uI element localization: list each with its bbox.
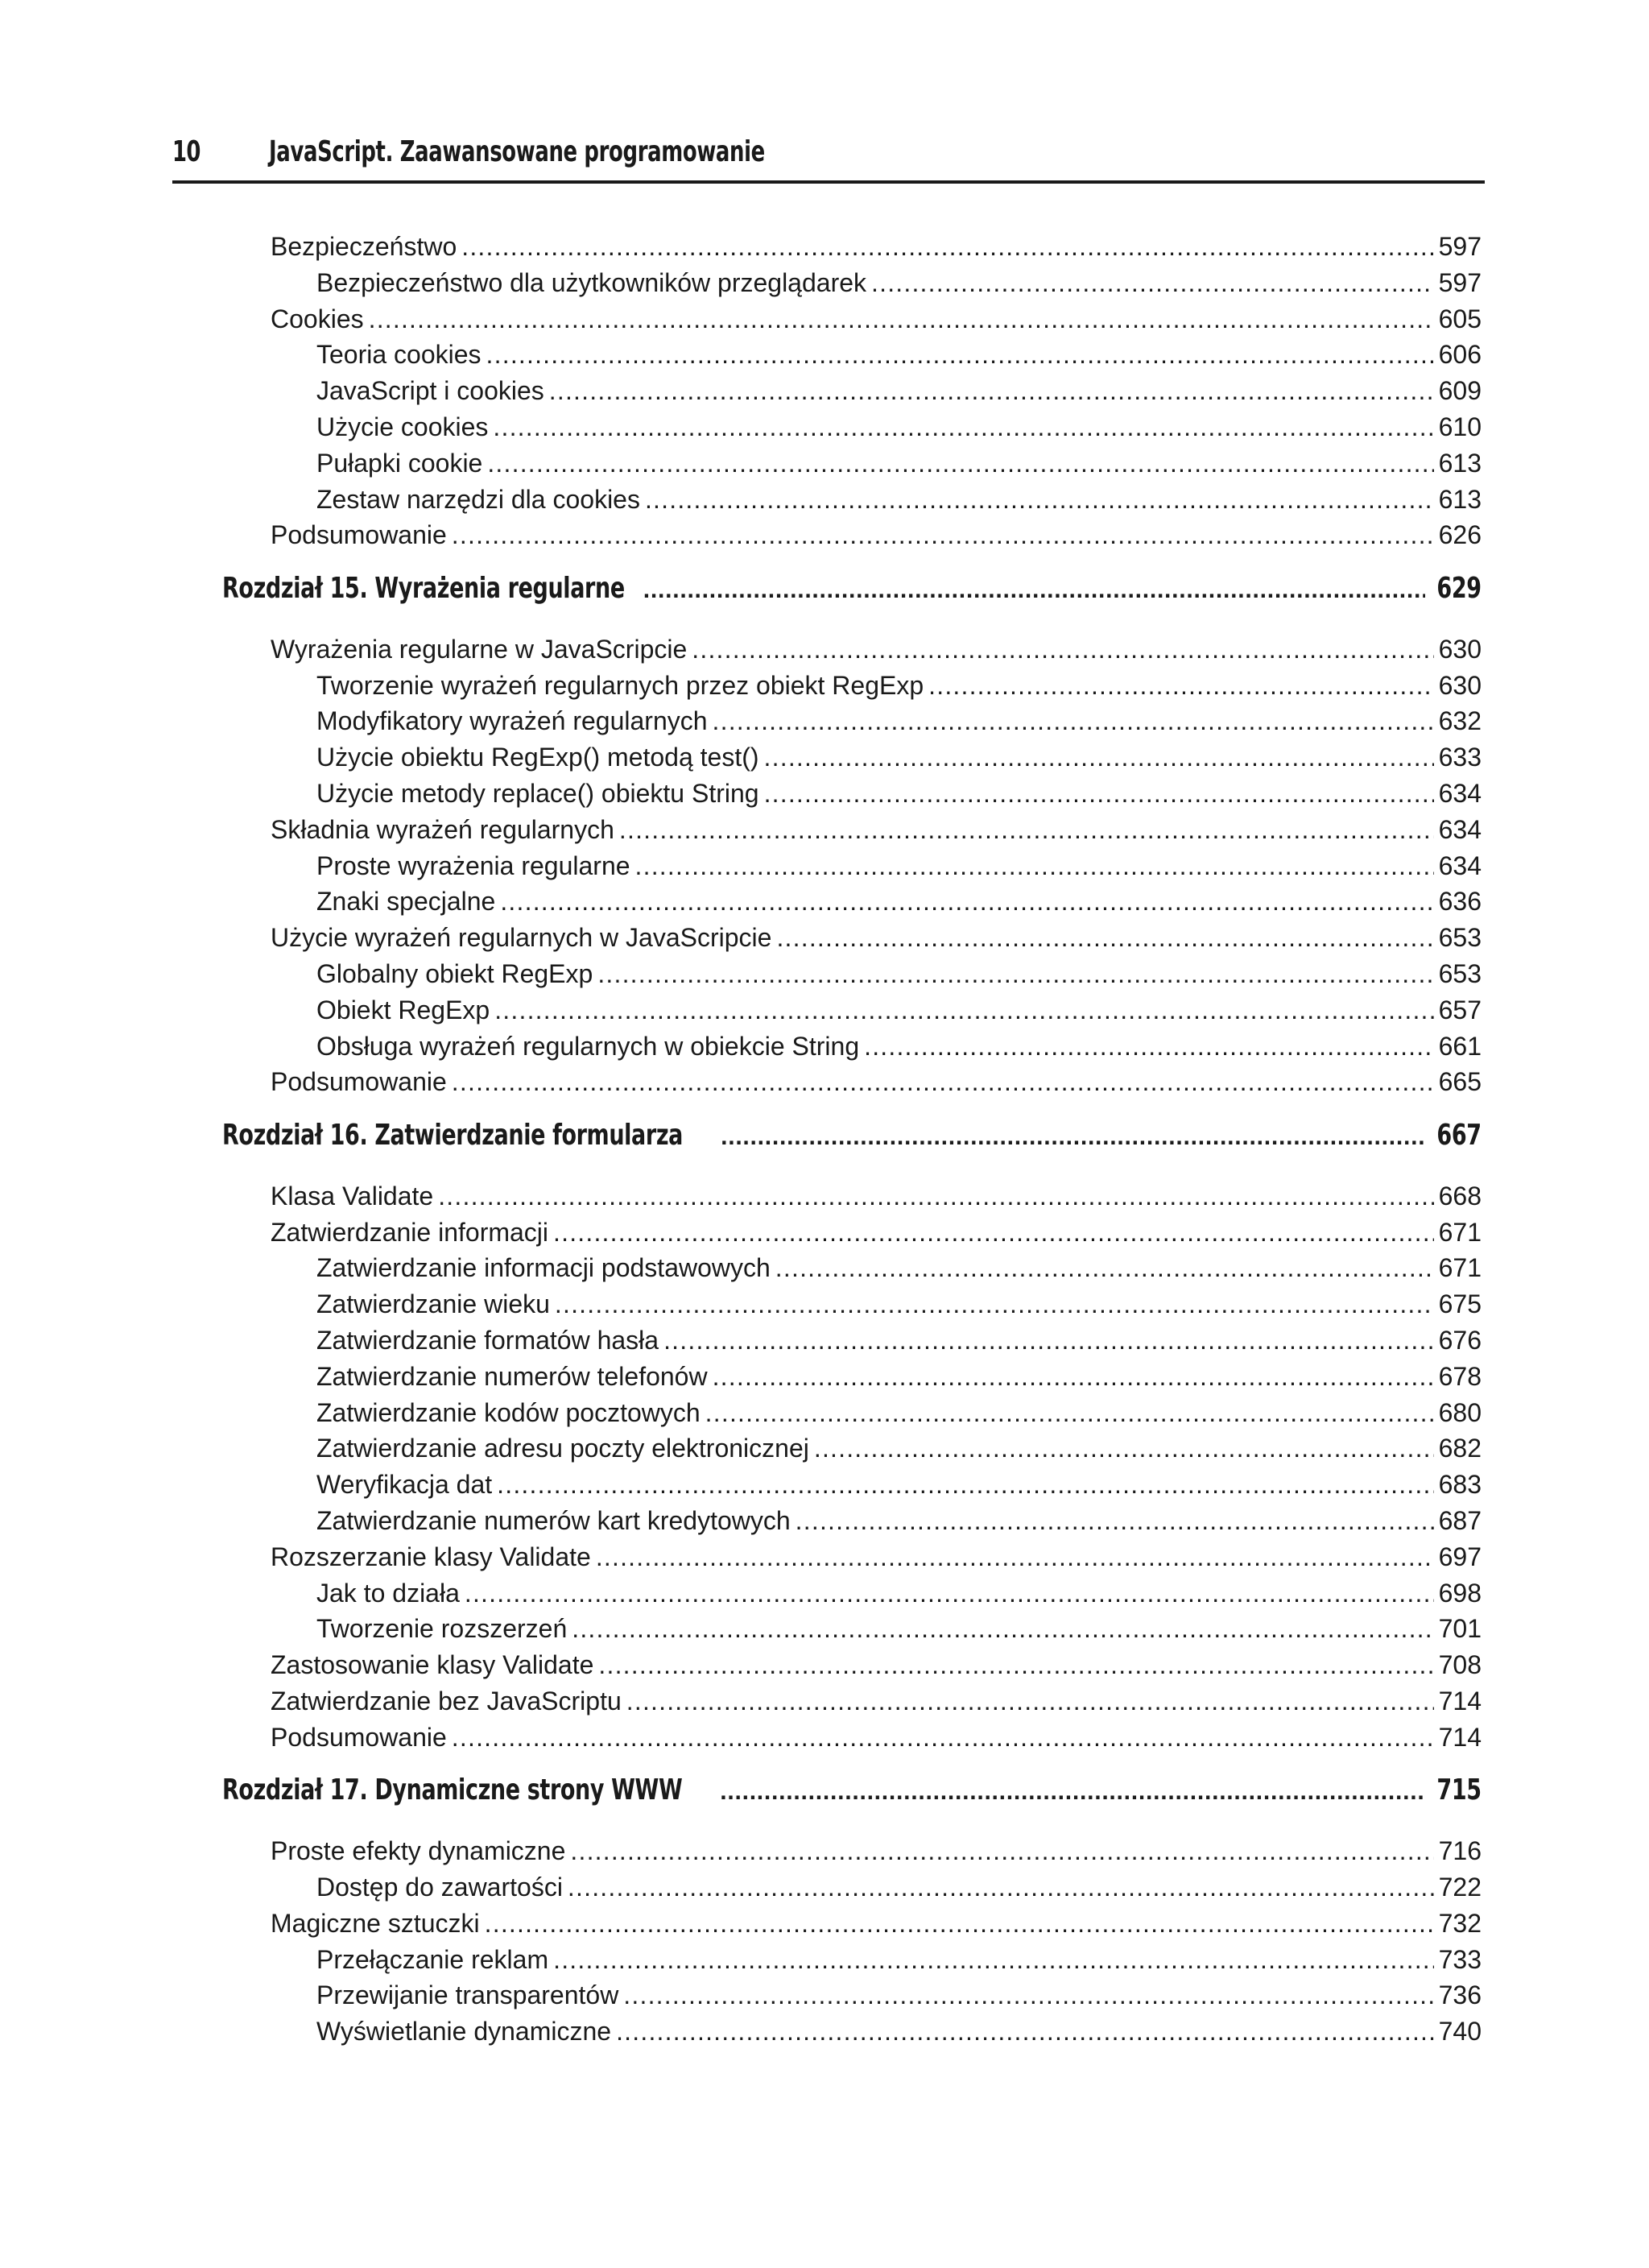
dot-leader (438, 1182, 1433, 1211)
dot-leader (452, 1067, 1434, 1097)
toc-section-entry (271, 1909, 1482, 1944)
toc-entry-page-number: 668 (1438, 1181, 1482, 1211)
toc-entry-page-number: 675 (1438, 1289, 1482, 1319)
dot-leader (452, 1723, 1434, 1753)
toc-entry-page-number: 630 (1438, 634, 1482, 664)
toc-chapter-entry (222, 572, 1482, 607)
toc-entry-page-number: 732 (1438, 1908, 1482, 1938)
toc-entry-title: Rozdział 17. Dynamiczne strony WWW (222, 1773, 683, 1807)
toc-subsection-entry (316, 1470, 1482, 1505)
toc-entry-title: Tworzenie rozszerzeń (316, 1614, 568, 1644)
dot-leader (721, 1119, 1426, 1152)
dot-leader (619, 815, 1434, 845)
toc-entry-page-number: 609 (1438, 376, 1482, 406)
toc-section-entry (271, 1650, 1482, 1686)
toc-subsection-entry (316, 1579, 1482, 1614)
dot-leader (597, 959, 1433, 989)
toc-entry-title: Zatwierdzanie numerów telefonów (316, 1361, 708, 1391)
toc-entry-title: Proste wyrażenia regularne (316, 850, 630, 880)
toc-entry-page-number: 716 (1438, 1836, 1482, 1866)
toc-entry-page-number: 676 (1438, 1326, 1482, 1355)
dot-leader (553, 1218, 1434, 1248)
dot-leader (776, 923, 1433, 953)
dot-leader (485, 1909, 1434, 1939)
toc-entry-page-number: 733 (1438, 1944, 1482, 1974)
toc-subsection-entry (316, 1398, 1482, 1434)
toc-subsection-entry (316, 779, 1482, 814)
toc-entry-page-number: 613 (1438, 448, 1482, 478)
toc-subsection-entry (316, 2017, 1482, 2052)
dot-leader (616, 2017, 1434, 2047)
toc-entry-page-number: 653 (1438, 923, 1482, 953)
toc-subsection-entry (316, 268, 1482, 304)
toc-entry-page-number: 687 (1438, 1506, 1482, 1535)
toc-entry-title: Zestaw narzędzi dla cookies (316, 484, 640, 514)
toc-entry-page-number: 626 (1438, 520, 1482, 550)
toc-entry-title: Klasa Validate (271, 1181, 434, 1211)
toc-entry-title: Globalny obiekt RegExp (316, 959, 593, 988)
toc-entry-title: Tworzenie wyrażeń regularnych przez obiekt RegExp (316, 670, 924, 700)
toc-section-entry (271, 232, 1482, 267)
dot-leader (549, 376, 1434, 406)
toc-entry-title: Dostęp do zawartości (316, 1873, 563, 1902)
toc-subsection-entry (316, 1434, 1482, 1469)
dot-leader (572, 1614, 1433, 1644)
toc-entry-title: Zatwierdzanie informacji (271, 1217, 549, 1247)
toc-entry-title: Znaki specjalne (316, 887, 496, 917)
dot-leader (500, 887, 1433, 917)
toc-entry-title: Przewijanie transparentów (316, 1980, 619, 2010)
toc-entry-page-number: 740 (1438, 2017, 1482, 2047)
toc-entry-page-number: 657 (1438, 995, 1482, 1024)
toc-entry-page-number: 715 (1436, 1773, 1482, 1807)
dot-leader (493, 412, 1433, 442)
toc-subsection-entry (316, 1873, 1482, 1908)
toc-subsection-entry (316, 851, 1482, 887)
dot-leader (487, 449, 1433, 478)
dot-leader (928, 671, 1433, 701)
toc-entry-page-number: 682 (1438, 1434, 1482, 1463)
toc-entry-title: Zatwierdzanie wieku (316, 1289, 550, 1319)
dot-leader (635, 851, 1434, 881)
toc-section-entry (271, 1067, 1482, 1103)
toc-subsection-entry (316, 485, 1482, 520)
toc-entry-title: Zatwierdzanie informacji podstawowych (316, 1253, 771, 1283)
toc-chapter-entry (222, 1773, 1482, 1809)
toc-entry-title: Użycie cookies (316, 412, 489, 441)
toc-entry-title: Magiczne sztuczki (271, 1908, 480, 1938)
toc-entry-title: Wyrażenia regularne w JavaScripcie (271, 634, 688, 664)
dot-leader (643, 572, 1425, 605)
toc-entry-title: Zatwierdzanie adresu poczty elektronicznej (316, 1434, 809, 1463)
toc-entry-page-number: 634 (1438, 850, 1482, 880)
dot-leader (713, 1362, 1434, 1392)
toc-subsection-entry (316, 995, 1482, 1031)
toc-entry-title: Cookies (271, 304, 364, 333)
dot-leader (494, 995, 1433, 1025)
toc-entry-title: Podsumowanie (271, 520, 447, 550)
toc-entry-title: Zatwierdzanie kodów pocztowych (316, 1397, 701, 1427)
toc-entry-page-number: 634 (1438, 814, 1482, 844)
toc-subsection-entry (316, 1253, 1482, 1289)
dot-leader (796, 1506, 1434, 1536)
dot-leader (623, 1980, 1433, 2010)
toc-subsection-entry (316, 1945, 1482, 1980)
dot-leader (497, 1470, 1433, 1500)
toc-subsection-entry (316, 412, 1482, 448)
dot-leader (626, 1687, 1434, 1716)
toc-subsection-entry (316, 1289, 1482, 1325)
dot-leader (645, 485, 1434, 515)
toc-entry-title: Rozdział 15. Wyrażenia regularne (222, 571, 625, 605)
toc-entry-page-number: 605 (1438, 304, 1482, 333)
toc-entry-page-number: 636 (1438, 887, 1482, 917)
toc-entry-page-number: 610 (1438, 412, 1482, 441)
toc-entry-title: Bezpieczeństwo dla użytkowników przeglądarek (316, 267, 867, 297)
toc-subsection-entry (316, 959, 1482, 995)
toc-entry-page-number: 629 (1436, 571, 1482, 605)
toc-entry-page-number: 722 (1438, 1873, 1482, 1902)
toc-entry-title: Obsługa wyrażeń regularnych w obiekcie String (316, 1031, 860, 1061)
toc-section-entry (271, 1542, 1482, 1578)
dot-leader (461, 232, 1433, 262)
toc-entry-page-number: 632 (1438, 706, 1482, 736)
toc-entry-title: Zatwierdzanie numerów kart kredytowych (316, 1506, 791, 1535)
toc-subsection-entry (316, 449, 1482, 484)
toc-subsection-entry (316, 671, 1482, 706)
toc-entry-page-number: 678 (1438, 1361, 1482, 1391)
toc-entry-page-number: 613 (1438, 484, 1482, 514)
toc-section-entry (271, 923, 1482, 958)
toc-entry-page-number: 683 (1438, 1470, 1482, 1500)
dot-leader (369, 304, 1434, 334)
toc-entry-title: Użycie metody replace() obiektu String (316, 779, 759, 808)
toc-subsection-entry (316, 340, 1482, 375)
toc-entry-title: Teoria cookies (316, 340, 481, 370)
toc-section-entry (271, 815, 1482, 850)
toc-entry-title: Rozdział 16. Zatwierdzanie formularza (222, 1118, 684, 1152)
toc-entry-title: Wyświetlanie dynamiczne (316, 2017, 612, 2047)
toc-subsection-entry (316, 1326, 1482, 1361)
toc-entry-page-number: 701 (1438, 1614, 1482, 1644)
toc-entry-page-number: 697 (1438, 1542, 1482, 1571)
toc-entry-title: Zastosowanie klasy Validate (271, 1650, 594, 1680)
toc-section-entry (271, 1687, 1482, 1722)
dot-leader (871, 268, 1434, 298)
toc-entry-page-number: 630 (1438, 670, 1482, 700)
toc-entry-title: Proste efekty dynamiczne (271, 1836, 566, 1866)
toc-entry-title: Podsumowanie (271, 1722, 447, 1752)
toc-entry-page-number: 667 (1436, 1118, 1482, 1152)
toc-section-entry (271, 1836, 1482, 1872)
book-title: JavaScript. Zaawansowane programowanie (269, 135, 765, 168)
toc-chapter-entry (222, 1119, 1482, 1154)
toc-subsection-entry (316, 743, 1482, 778)
dot-leader (705, 1398, 1434, 1428)
toc-entry-page-number: 653 (1438, 959, 1482, 988)
dot-leader (555, 1289, 1434, 1319)
toc-entry-title: Pułapki cookie (316, 448, 483, 478)
toc-entry-title: Modyfikatory wyrażeń regularnych (316, 706, 708, 736)
dot-leader (864, 1032, 1434, 1062)
toc-entry-title: Podsumowanie (271, 1067, 447, 1097)
dot-leader (814, 1434, 1434, 1463)
toc-entry-title: Przełączanie reklam (316, 1944, 549, 1974)
toc-entry-page-number: 708 (1438, 1650, 1482, 1680)
toc-entry-page-number: 634 (1438, 779, 1482, 808)
dot-leader (692, 635, 1433, 664)
toc-section-entry (271, 304, 1482, 340)
toc-subsection-entry (316, 887, 1482, 922)
toc-entry-page-number: 714 (1438, 1722, 1482, 1752)
dot-leader (452, 520, 1434, 550)
toc-entry-title: Jak to działa (316, 1578, 460, 1608)
toc-entry-page-number: 698 (1438, 1578, 1482, 1608)
toc-entry-title: Bezpieczeństwo (271, 232, 457, 261)
page-number: 10 (172, 135, 200, 168)
toc-subsection-entry (316, 1980, 1482, 2016)
dot-leader (713, 706, 1434, 736)
toc-entry-page-number: 671 (1438, 1217, 1482, 1247)
dot-leader (553, 1945, 1434, 1975)
toc-subsection-entry (316, 1614, 1482, 1649)
toc-subsection-entry (316, 376, 1482, 412)
toc-entry-page-number: 606 (1438, 340, 1482, 370)
dot-leader (465, 1579, 1434, 1608)
toc-subsection-entry (316, 1506, 1482, 1542)
toc-entry-title: Użycie wyrażeń regularnych w JavaScripcie (271, 923, 772, 953)
toc-entry-page-number: 680 (1438, 1397, 1482, 1427)
toc-entry-title: Obiekt RegExp (316, 995, 490, 1024)
toc-section-entry (271, 1218, 1482, 1253)
toc-entry-page-number: 597 (1438, 267, 1482, 297)
page-header (172, 129, 1485, 184)
toc-entry-title: Zatwierdzanie formatów hasła (316, 1326, 659, 1355)
dot-leader (570, 1836, 1433, 1866)
toc-entry-page-number: 661 (1438, 1031, 1482, 1061)
dot-leader (775, 1253, 1434, 1283)
toc-section-entry (271, 635, 1482, 670)
toc-entry-page-number: 736 (1438, 1980, 1482, 2010)
dot-leader (764, 743, 1434, 772)
toc-entry-page-number: 597 (1438, 232, 1482, 261)
dot-leader (596, 1542, 1434, 1572)
toc-section-entry (271, 520, 1482, 556)
toc-entry-title: Weryfikacja dat (316, 1470, 493, 1500)
toc-section-entry (271, 1723, 1482, 1758)
toc-entry-page-number: 714 (1438, 1687, 1482, 1715)
toc-entry-page-number: 665 (1438, 1067, 1482, 1097)
toc-entry-page-number: 671 (1438, 1253, 1482, 1283)
toc-subsection-entry (316, 706, 1482, 742)
dot-leader (486, 340, 1434, 370)
dot-leader (663, 1326, 1434, 1355)
toc-entry-title: Składnia wyrażeń regularnych (271, 814, 614, 844)
toc-entry-page-number: 633 (1438, 743, 1482, 772)
dot-leader (764, 779, 1434, 809)
dot-leader (568, 1873, 1434, 1902)
dot-leader (598, 1650, 1433, 1680)
toc-entry-title: Użycie obiektu RegExp() metodą test() (316, 743, 759, 772)
toc-entry-title: Rozszerzanie klasy Validate (271, 1542, 591, 1571)
toc-subsection-entry (316, 1362, 1482, 1397)
dot-leader (720, 1773, 1426, 1807)
toc-entry-title: Zatwierdzanie bez JavaScriptu (271, 1687, 622, 1715)
toc-subsection-entry (316, 1032, 1482, 1067)
toc-entry-title: JavaScript i cookies (316, 376, 544, 406)
toc-section-entry (271, 1182, 1482, 1217)
